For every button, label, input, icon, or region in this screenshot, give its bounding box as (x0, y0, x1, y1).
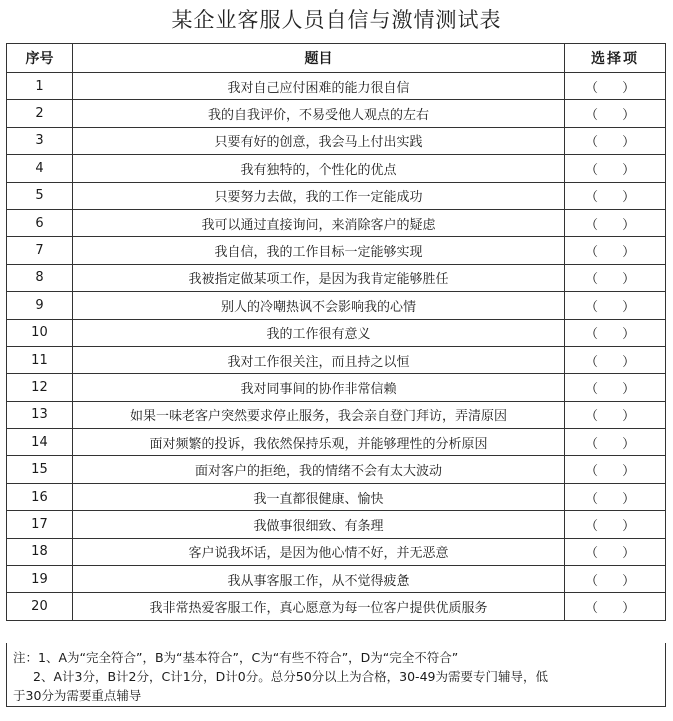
row-question: 别人的冷嘲热讽不会影响我的心情 (72, 292, 564, 319)
table-row (7, 209, 666, 236)
row-question: 我一直都很健康、愉快 (72, 483, 564, 510)
row-question: 面对频繁的投诉，我依然保持乐观，并能够理性的分析原因 (72, 429, 564, 456)
row-choice-blank[interactable]: （ ） (565, 100, 666, 127)
table-header-row (7, 44, 666, 73)
row-number: 6 (7, 209, 73, 236)
survey-table (6, 43, 666, 621)
row-number: 12 (7, 374, 73, 401)
row-question: 我自信，我的工作目标一定能够实现 (72, 237, 564, 264)
table-row (7, 292, 666, 319)
row-number: 3 (7, 127, 73, 154)
row-choice-blank[interactable]: （ ） (565, 456, 666, 483)
row-number: 5 (7, 182, 73, 209)
note-line-1: 注：1、A为“完全符合”，B为“基本符合”，C为“有些不符合”，D为“完全不符合” (13, 650, 459, 665)
table-row (7, 429, 666, 456)
row-number: 20 (7, 593, 73, 620)
row-choice-blank[interactable]: （ ） (565, 401, 666, 428)
table-row (7, 346, 666, 373)
row-question: 我非常热爱客服工作，真心愿意为每一位客户提供优质服务 (72, 593, 564, 620)
row-question: 只要有好的创意，我会马上付出实践 (72, 127, 564, 154)
row-number: 9 (7, 292, 73, 319)
row-choice-blank[interactable]: （ ） (565, 538, 666, 565)
row-question: 只要努力去做，我的工作一定能成功 (72, 182, 564, 209)
row-choice-blank[interactable]: （ ） (565, 73, 666, 100)
table-row (7, 182, 666, 209)
row-choice-blank[interactable]: （ ） (565, 155, 666, 182)
row-choice-blank[interactable]: （ ） (565, 209, 666, 236)
table-row (7, 127, 666, 154)
table-row (7, 511, 666, 538)
row-question: 我对工作很关注，而且持之以恒 (72, 346, 564, 373)
row-number: 18 (7, 538, 73, 565)
row-number: 16 (7, 483, 73, 510)
page-title: 某企业客服人员自信与激情测试表 (171, 8, 502, 32)
row-choice-blank[interactable]: （ ） (565, 292, 666, 319)
row-question: 我对自己应付困难的能力很自信 (72, 73, 564, 100)
table-row (7, 401, 666, 428)
header-choice: 选择项 (565, 44, 666, 73)
row-number: 2 (7, 100, 73, 127)
row-choice-blank[interactable]: （ ） (565, 429, 666, 456)
row-number: 19 (7, 566, 73, 593)
table-row (7, 319, 666, 346)
table-row (7, 374, 666, 401)
note-line-3: 于30分为需要重点辅导 (13, 688, 142, 703)
notes (6, 643, 666, 707)
row-question: 我的自我评价，不易受他人观点的左右 (72, 100, 564, 127)
row-choice-blank[interactable]: （ ） (565, 511, 666, 538)
table-row (7, 100, 666, 127)
row-number: 17 (7, 511, 73, 538)
row-question: 我可以通过直接询问，来消除客户的疑虑 (72, 209, 564, 236)
row-number: 15 (7, 456, 73, 483)
row-choice-blank[interactable]: （ ） (565, 127, 666, 154)
row-question: 我的工作很有意义 (72, 319, 564, 346)
row-choice-blank[interactable]: （ ） (565, 182, 666, 209)
row-number: 1 (7, 73, 73, 100)
row-number: 4 (7, 155, 73, 182)
table-row (7, 456, 666, 483)
header-item: 题目 (72, 44, 564, 73)
row-choice-blank[interactable]: （ ） (565, 593, 666, 620)
table-row (7, 593, 666, 620)
row-choice-blank[interactable]: （ ） (565, 346, 666, 373)
row-question: 面对客户的拒绝，我的情绪不会有太大波动 (72, 456, 564, 483)
row-question: 如果一味老客户突然要求停止服务，我会亲自登门拜访，弄清原因 (72, 401, 564, 428)
row-question: 我对同事间的协作非常信赖 (72, 374, 564, 401)
table-row (7, 237, 666, 264)
row-question: 我做事很细致、有条理 (72, 511, 564, 538)
row-number: 11 (7, 346, 73, 373)
row-number: 10 (7, 319, 73, 346)
row-choice-blank[interactable]: （ ） (565, 374, 666, 401)
row-number: 7 (7, 237, 73, 264)
row-question: 客户说我坏话，是因为他心情不好，并无恶意 (72, 538, 564, 565)
row-choice-blank[interactable]: （ ） (565, 264, 666, 291)
row-number: 8 (7, 264, 73, 291)
row-choice-blank[interactable]: （ ） (565, 566, 666, 593)
table-row (7, 73, 666, 100)
row-question: 我被指定做某项工作，是因为我肯定能够胜任 (72, 264, 564, 291)
note-line-2: 2、A计3分，B计2分，C计1分，D计0分。总分50分以上为合格，30-49为需要专门辅导，低 (33, 669, 548, 684)
table-row (7, 155, 666, 182)
row-question: 我从事客服工作，从不觉得疲惫 (72, 566, 564, 593)
row-question: 我有独特的，个性化的优点 (72, 155, 564, 182)
table-row (7, 483, 666, 510)
header-no: 序号 (7, 44, 73, 73)
row-choice-blank[interactable]: （ ） (565, 237, 666, 264)
table-row (7, 264, 666, 291)
row-number: 14 (7, 429, 73, 456)
row-number: 13 (7, 401, 73, 428)
row-choice-blank[interactable]: （ ） (565, 483, 666, 510)
table-row (7, 566, 666, 593)
row-choice-blank[interactable]: （ ） (565, 319, 666, 346)
table-row (7, 538, 666, 565)
